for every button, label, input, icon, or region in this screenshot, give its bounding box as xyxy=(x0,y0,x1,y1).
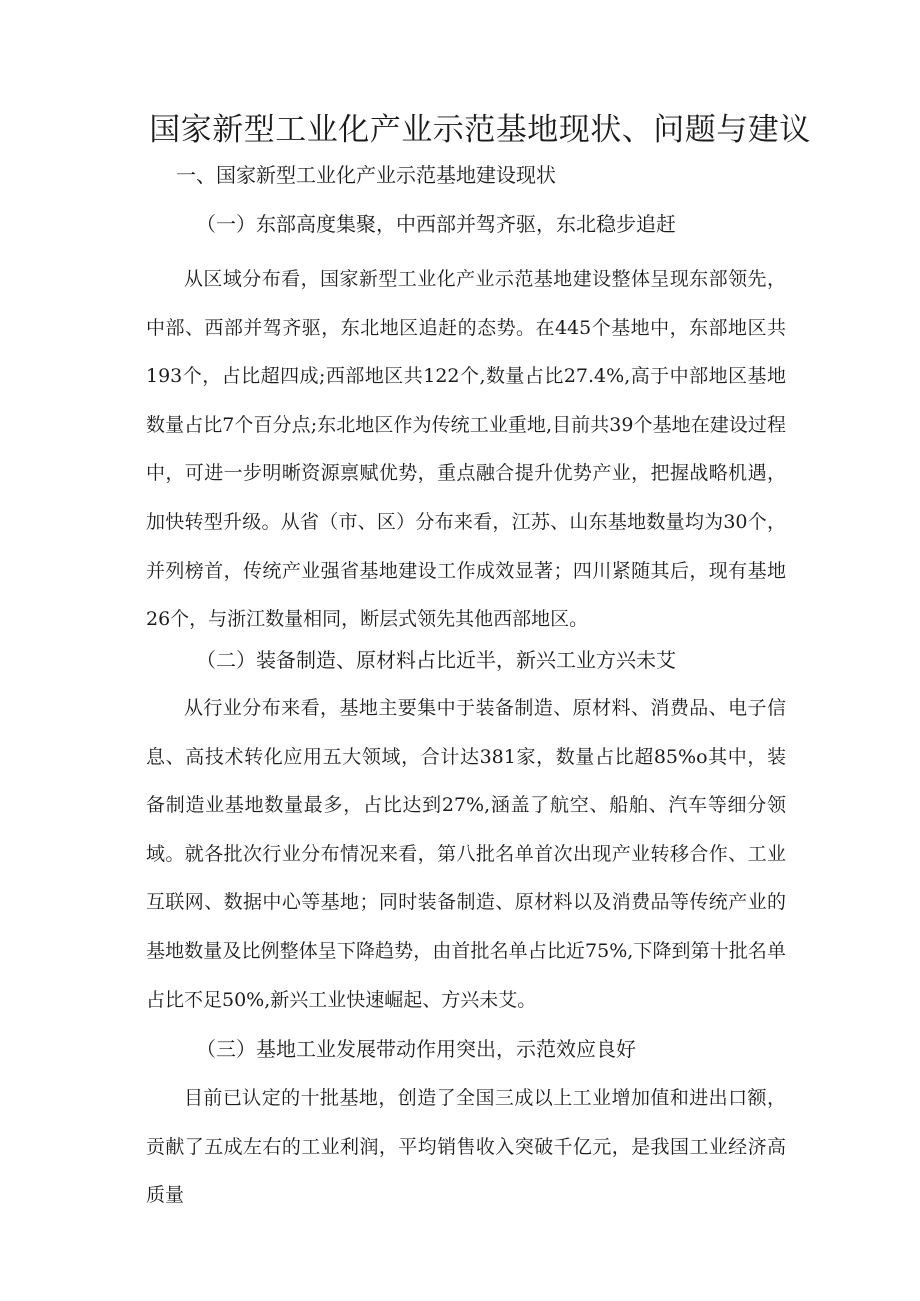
paragraph-demonstration-effect: 目前已认定的十批基地，创造了全国三成以上工业增加值和进出口额，贡献了五成左右的工业利润，平均销售收入突破千亿元，是我国工业经济高质量 xyxy=(146,1087,786,1207)
section-heading-1: 一、国家新型工业化产业示范基地建设现状 xyxy=(176,163,556,187)
paragraph-regional-distribution: 从区域分布看，国家新型工业化产业示范基地建设整体呈现东部领先，中部、西部并驾齐驱，东北地区追赶的态势。在445个基地中，东部地区共193个，占比超四成;西部地区共122个,数量占比27.4%,高于中部地区基地数量占比7个百分点;东北地区作为传统工业重地,目前共39个基地在建设过程中，可进一步明晰资源禀赋优势，重点融合提升优势产业，把握战略机遇，加快转型升级。从省（市、区）分布来看，江苏、山东基地数量均为30个，并列榜首，传统产业强省基地建设工作成效显著；四川紧随其后，现有基地26个，与浙江数量相同，断层式领先其他西部地区。 xyxy=(146,268,786,631)
subsection-heading-3: （三）基地工业发展带动作用突出，示范效应良好 xyxy=(196,1037,636,1061)
paragraph-industry-distribution: 从行业分布来看，基地主要集中于装备制造、原材料、消费品、电子信息、高技术转化应用五大领域，合计达381家，数量占比超85%o其中，装备制造业基地数量最多，占比达到27%,涵盖了航空、船舶、汽车等细分领域。就各批次行业分布情况来看，第八批名单首次出现产业转移合作、工业互联网、数据中心等基地；同时装备制造、原材料以及消费品等传统产业的基地数量及比例整体呈下降趋势，由首批名单占比近75%,下降到第十批名单占比不足50%,新兴工业快速崛起、方兴未艾。 xyxy=(146,697,786,1011)
subsection-heading-2: （二）装备制造、原材料占比近半，新兴工业方兴未艾 xyxy=(196,648,676,672)
subsection-heading-1: （一）东部高度集聚，中西部并驾齐驱，东北稳步追赶 xyxy=(196,212,676,236)
document-title: 国家新型工业化产业示范基地现状、问题与建议 xyxy=(149,112,811,148)
